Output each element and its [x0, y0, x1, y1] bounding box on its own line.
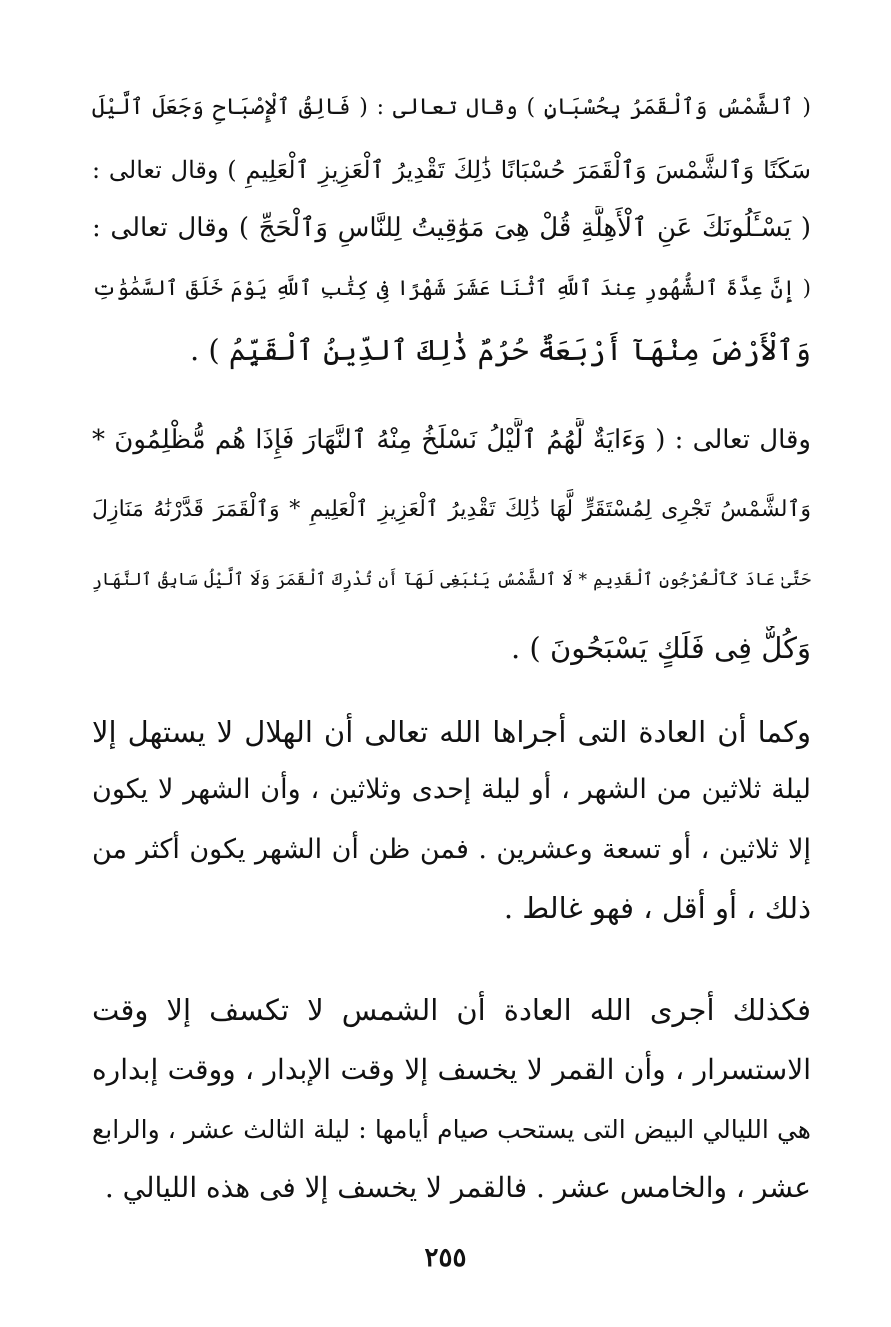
verse-line: وقال تعالى : ( وَءَايَةٌ لَّهُمُ ٱلَّيْلُ نَسْلَخُ مِنْهُ ٱلنَّهَارَ فَإِذَا هُم مُّظْلِمُونَ *	[92, 425, 811, 455]
paragraph-line: هي الليالي البيض التى يستحب صيام أيامها : ليلة الثالث عشر ، والرابع	[92, 1115, 811, 1144]
paragraph-line: عشر ، والخامس عشر . فالقمر لا يخسف إلا فى هذه الليالي .	[104, 1171, 811, 1204]
paragraph-line: إلا ثلاثين ، أو تسعة وعشرين . فمن ظن أن الشهر يكون أكثر من	[92, 834, 811, 865]
page-number: ٢٥٥	[424, 1243, 467, 1273]
verse-line: ( إِنَّ عِدَّةَ ٱلشُّهُورِ عِندَ ٱللَّهِ ٱثْنَا عَشَرَ شَهْرًا فِى كِتَٰبِ ٱللَّهِ يَوْمَ خَلَقَ ٱلسَّمَٰوَٰتِ	[92, 276, 811, 300]
paragraph-line: ذلك ، أو أقل ، فهو غالط .	[503, 891, 811, 925]
paragraph-line: ليلة ثلاثين من الشهر ، أو ليلة إحدى وثلاثين ، وأن الشهر لا يكون	[92, 774, 811, 805]
paragraph-line: الاستسرار ، وأن القمر لا يخسف إلا وقت الإبدار ، ووقت إبداره	[92, 1053, 811, 1086]
verse-line: وَٱلشَّمْسُ تَجْرِى لِمُسْتَقَرٍّ لَّهَا ذَٰلِكَ تَقْدِيرُ ٱلْعَزِيزِ ٱلْعَلِيمِ * وَٱلْقَمَرَ قَدَّرْنَٰهُ مَنَازِلَ	[92, 497, 811, 522]
verse-line: وَكُلٌّ فِى فَلَكٍ يَسْبَحُونَ ) .	[510, 631, 811, 665]
verse-line: سَكَنًا وَٱلشَّمْسَ وَٱلْقَمَرَ حُسْبَانًا ذَٰلِكَ تَقْدِيرُ ٱلْعَزِيزِ ٱلْعَلِيمِ ) وقال تعالى :	[92, 156, 811, 184]
verse-line: ( يَسْـَٔلُونَكَ عَنِ ٱلْأَهِلَّةِ قُلْ هِىَ مَوَٰقِيتُ لِلنَّاسِ وَٱلْحَجِّ ) وقال تعالى :	[92, 213, 811, 243]
paragraph-line: فكذلك أجرى الله العادة أن الشمس لا تكسف إلا وقت	[92, 993, 811, 1027]
verse-line: وَٱلْأَرْضَ مِنْهَآ أَرْبَعَةٌ حُرُمٌ ذَٰلِكَ ٱلدِّينُ ٱلْقَيِّمُ ) .	[189, 333, 811, 367]
paragraph-line: وكما أن العادة التى أجراها الله تعالى أن الهلال لا يستهل إلا	[92, 715, 811, 749]
verse-line: ( ٱلشَّمْسُ وَٱلْقَمَرُ بِحُسْبَانٍ ) وقال تعالى : ( فَالِقُ ٱلْإِصْبَاحِ وَجَعَلَ ٱلَّيْلَ	[92, 95, 811, 120]
verse-line: حَتَّىٰ عَادَ كَٱلْعُرْجُونِ ٱلْقَدِيمِ * لَا ٱلشَّمْسُ يَنۢبَغِى لَهَآ أَن تُدْرِكَ ٱلْقَمَرَ وَلَا ٱلَّيْلُ سَابِقُ ٱلنَّهَارِ	[92, 570, 811, 590]
